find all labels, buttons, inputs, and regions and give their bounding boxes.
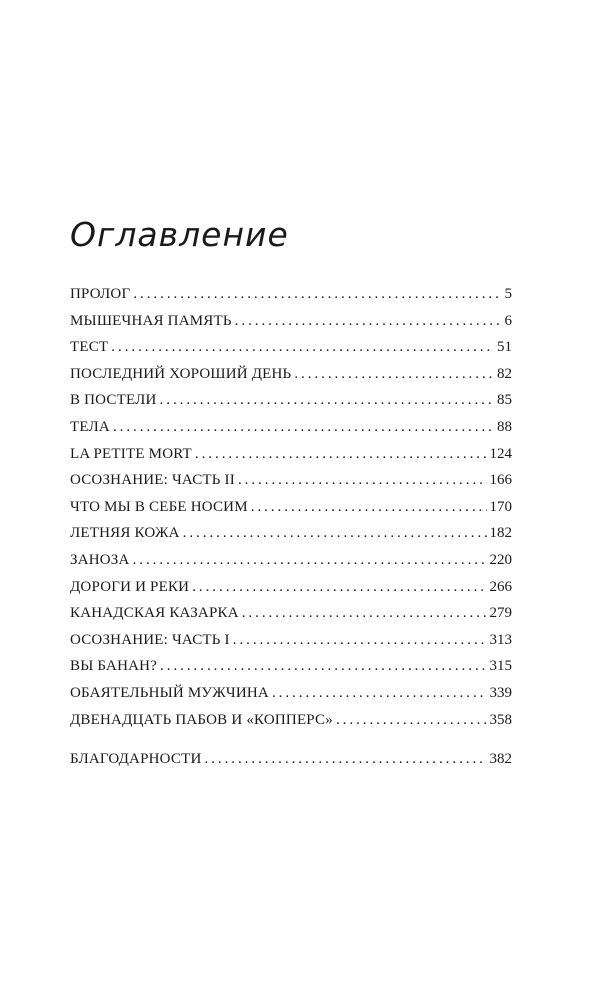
toc-entry-title: ДВЕНАДЦАТЬ ПАБОВ И «КОППЕРС» [70, 711, 333, 728]
toc-entry-page: 339 [489, 684, 512, 701]
toc-entry-page: 315 [489, 658, 512, 675]
toc-dot-leader [192, 574, 486, 601]
toc-dot-leader [235, 308, 502, 335]
toc-entry[interactable] [70, 467, 512, 494]
toc-entry[interactable] [70, 308, 512, 335]
toc-entry-title: ЧТО МЫ В СЕБЕ НОСИМ [70, 498, 248, 515]
toc-entry-title: ЗАНОЗА [70, 551, 130, 568]
toc-dot-leader [113, 414, 494, 441]
toc-entry-title: ВЫ БАНАН? [70, 658, 158, 675]
toc-entry-title: ДОРОГИ И РЕКИ [70, 578, 190, 595]
toc-entry-title: ТЕСТ [70, 339, 109, 356]
toc-heading: Оглавление [70, 215, 289, 254]
toc-dot-leader [242, 600, 487, 627]
toc-dot-leader [183, 520, 487, 547]
toc-dot-leader [251, 494, 487, 521]
toc-dot-leader [160, 387, 494, 414]
toc-entry-page: 85 [497, 392, 512, 409]
toc-entry-title: ОСОЗНАНИЕ: ЧАСТЬ II [70, 472, 235, 489]
toc-entry-page: 266 [489, 578, 512, 595]
toc-dot-leader [336, 707, 487, 734]
toc-entry-page: 5 [504, 286, 512, 302]
toc-entry-page: 51 [497, 339, 512, 356]
toc-dot-leader [195, 441, 487, 468]
toc-dot-leader [238, 467, 487, 494]
toc-entry-title: ОСОЗНАНИЕ: ЧАСТЬ I [70, 631, 230, 648]
toc-entry-title: ЛЕТНЯЯ КОЖА [70, 525, 180, 542]
toc-entry-title: КАНАДСКАЯ КАЗАРКА [70, 605, 239, 622]
toc-entry[interactable] [70, 281, 512, 308]
toc-dot-leader [272, 680, 487, 707]
toc-entry[interactable] [70, 494, 512, 521]
toc-entry-title: БЛАГОДАРНОСТИ [70, 751, 202, 768]
toc-entry[interactable] [70, 520, 512, 547]
toc-entry-title: LA PETITE MORT [70, 445, 192, 462]
toc-entry-page: 170 [489, 498, 512, 515]
toc-entry-title: В ПОСТЕЛИ [70, 392, 157, 409]
toc-entry-page: 279 [489, 605, 512, 622]
toc-entry-page: 6 [504, 312, 512, 329]
toc-entry-title: ОБАЯТЕЛЬНЫЙ МУЖЧИНА [70, 684, 269, 701]
toc-entry-page: 82 [497, 365, 512, 382]
toc-dot-leader [204, 746, 486, 773]
toc-entry-page: 166 [489, 472, 512, 489]
toc-entry-page: 358 [489, 711, 512, 728]
toc-dot-leader [133, 281, 501, 308]
toc-entry[interactable] [70, 547, 512, 574]
toc-entry-title: ТЕЛА [70, 418, 110, 435]
toc-entry-page: 124 [489, 445, 512, 462]
toc-entry-title: ПОСЛЕДНИЙ ХОРОШИЙ ДЕНЬ [70, 365, 292, 382]
toc-entry[interactable] [70, 574, 512, 601]
toc-entry-page: 220 [489, 551, 512, 568]
toc-entry[interactable] [70, 441, 512, 468]
toc-entry[interactable] [70, 361, 512, 388]
toc-entry[interactable] [70, 746, 512, 773]
toc-entry[interactable] [70, 653, 512, 680]
toc-entry-title: МЫШЕЧНАЯ ПАМЯТЬ [70, 312, 232, 329]
toc-dot-leader [133, 547, 487, 574]
toc-entry-page: 313 [489, 631, 512, 648]
toc-dot-leader [233, 627, 487, 654]
toc-entry[interactable] [70, 627, 512, 654]
toc-dot-leader [294, 361, 494, 388]
toc-dot-leader [160, 653, 486, 680]
toc-entry-page: 182 [489, 525, 512, 542]
toc-entry[interactable] [70, 334, 512, 361]
toc-entry-page: 382 [489, 751, 512, 768]
toc-dot-leader [111, 334, 494, 361]
toc-entry-page: 88 [497, 418, 512, 435]
toc-entry[interactable] [70, 387, 512, 414]
toc-entry-title: ПРОЛОГ [70, 286, 131, 302]
toc-entry[interactable] [70, 414, 512, 441]
toc-entry[interactable] [70, 600, 512, 627]
toc-entry[interactable] [70, 707, 512, 734]
toc-entry[interactable] [70, 680, 512, 707]
table-of-contents [70, 281, 512, 773]
